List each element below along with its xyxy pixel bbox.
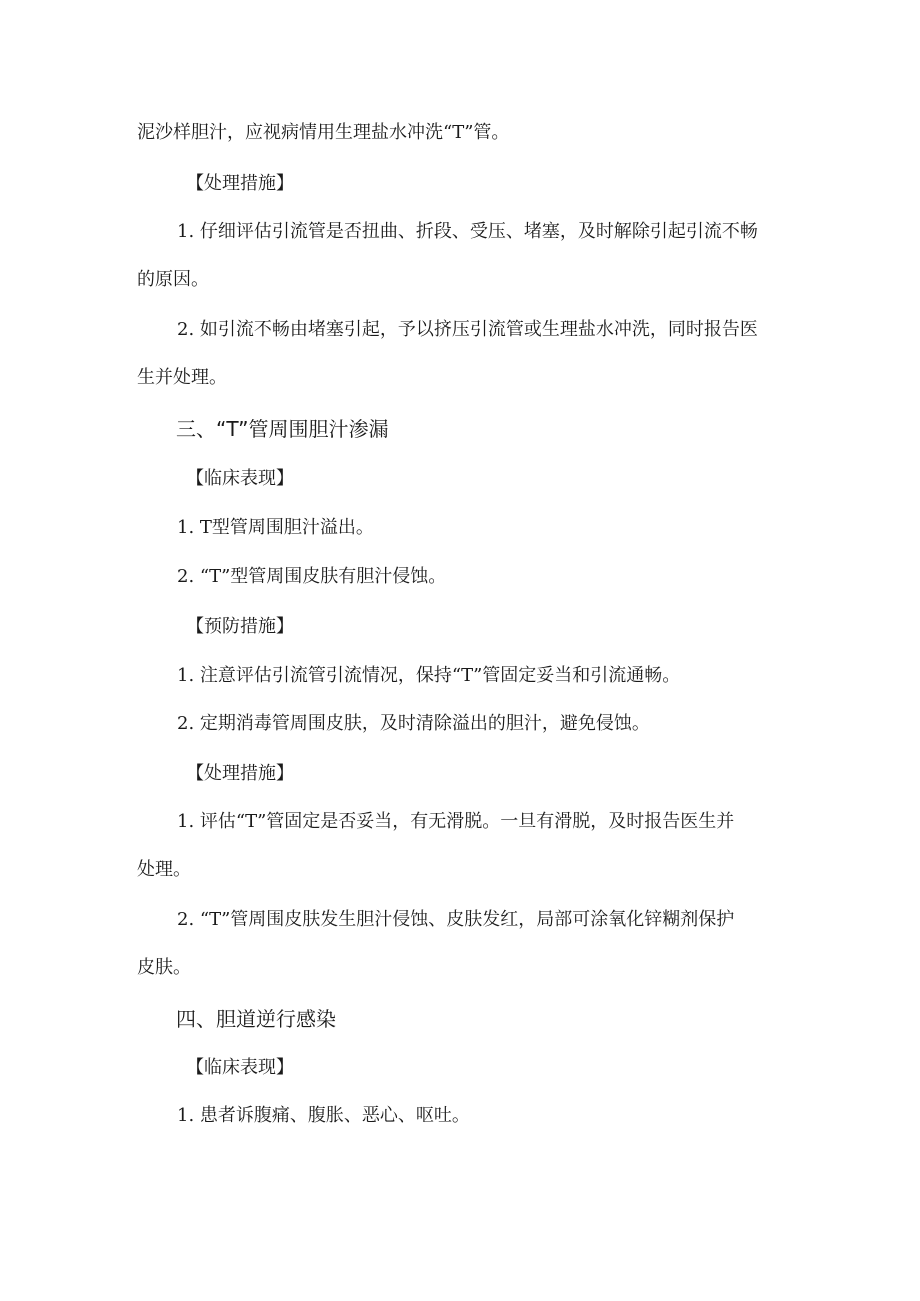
list-item: 2. 定期消毒管周围皮肤，及时清除溢出的胆汁，避免侵蚀。 bbox=[177, 713, 650, 734]
list-item-continuation: 处理。 bbox=[137, 859, 191, 880]
list-item: 1. 注意评估引流管引流情况，保持“T”管固定妥当和引流通畅。 bbox=[177, 665, 681, 686]
section-label-prevention: 【预防措施】 bbox=[186, 616, 294, 637]
section-heading: 三、“T”管周围胆汁渗漏 bbox=[176, 417, 389, 441]
section-label-clinical: 【临床表现】 bbox=[186, 1057, 294, 1078]
list-item-continuation: 生并处理。 bbox=[137, 367, 227, 388]
section-heading: 四、胆道逆行感染 bbox=[176, 1007, 336, 1031]
list-item-continuation: 的原因。 bbox=[137, 269, 209, 290]
list-item: 1. 患者诉腹痛、腹胀、恶心、呕吐。 bbox=[177, 1105, 470, 1126]
list-item-continuation: 皮肤。 bbox=[137, 957, 191, 978]
list-item: 1. 仔细评估引流管是否扭曲、折段、受压、堵塞，及时解除引起引流不畅 bbox=[177, 221, 758, 242]
list-item: 1. 评估“T”管固定是否妥当，有无滑脱。一旦有滑脱，及时报告医生并 bbox=[177, 811, 735, 832]
section-label-treatment: 【处理措施】 bbox=[186, 173, 294, 194]
section-label-treatment: 【处理措施】 bbox=[186, 763, 294, 784]
list-item: 2. “T”型管周围皮肤有胆汁侵蚀。 bbox=[177, 566, 447, 587]
list-item: 2. 如引流不畅由堵塞引起，予以挤压引流管或生理盐水冲洗，同时报告医 bbox=[177, 319, 758, 340]
list-item: 2. “T”管周围皮肤发生胆汁侵蚀、皮肤发红，局部可涂氧化锌糊剂保护 bbox=[177, 909, 735, 930]
section-label-clinical: 【临床表现】 bbox=[186, 468, 294, 489]
list-item: 1. T型管周围胆汁溢出。 bbox=[177, 517, 374, 538]
paragraph-continuation: 泥沙样胆汁，应视病情用生理盐水冲洗“T”管。 bbox=[137, 122, 510, 143]
